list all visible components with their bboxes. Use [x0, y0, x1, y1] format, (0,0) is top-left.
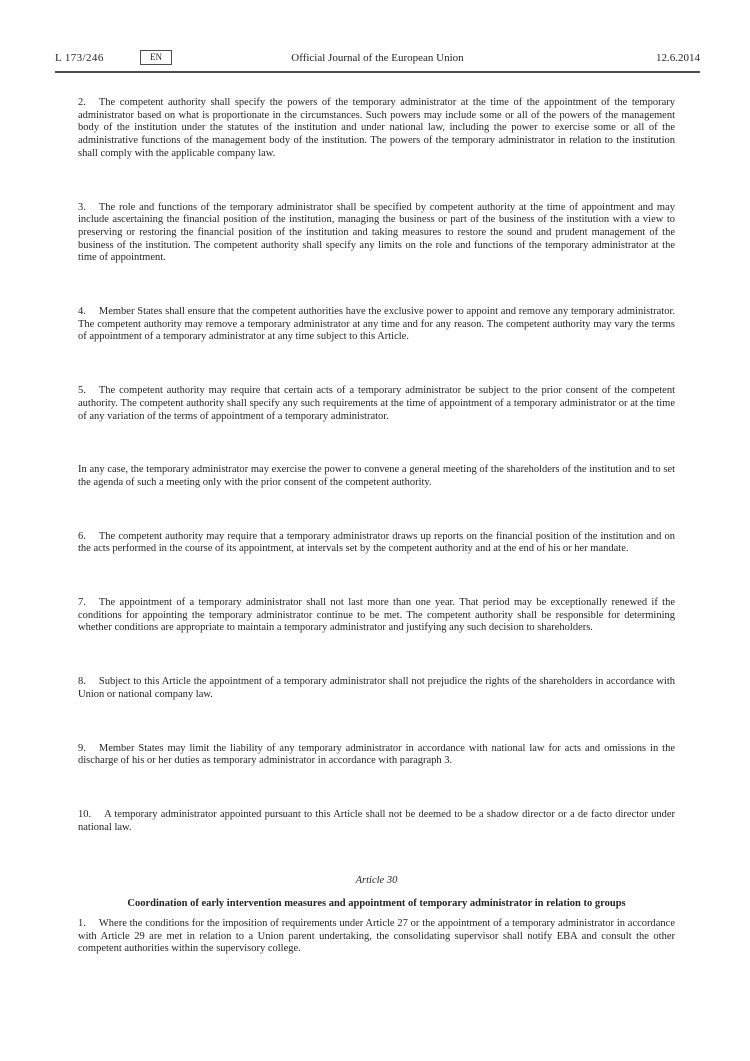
paragraph-text: The appointment of a temporary administrator shall not last more than one year. That period may be exceptionally renewed if the conditions for appointing the temporary administrator continue to be met. The competent authority shall be responsible for determining whether conditions are appropriate to maintain a temporary administrator and justifying any such decision to shareholders.: [78, 597, 675, 634]
paragraph-text: The competent authority may require that a temporary administrator draws up reports on the financial position of the institution and on the acts performed in the course of its appointment, at intervals set by the competent authority and at the end of his or her mandate.: [78, 530, 675, 555]
paragraph-unnumbered: [78, 464, 675, 489]
paragraph-text: Where the conditions for the imposition of requirements under Article 27 or the appointment of a temporary administrator in accordance with Article 29 are met in relation to a Union parent undertaking, the consolidating supervisor shall notify EBA and consult the other competent authorities within the supervisory college.: [78, 917, 675, 955]
page-header: [55, 50, 700, 68]
paragraph-number: 1.: [78, 917, 86, 929]
paragraph-text: The competent authority shall specify the powers of the temporary administrator at the time of the appointment of the temporary administrator based on what is proportionate in the circumstances. Such powers may include some or all of the powers of the management body of the institution under the statutes of the institution and under national law, including the power to exercise some or all of the administrative functions of the management body of the institution. The powers of the temporary administrator in relation to the institution shall comply with the applicable company law.: [78, 97, 675, 159]
paragraph-number: 4.: [78, 306, 86, 318]
paragraph-text: A temporary administrator appointed pursuant to this Article shall not be deemed to be a shadow director or a de facto director under national law.: [78, 808, 675, 833]
paragraph-5: [78, 385, 675, 423]
language-badge: EN: [140, 50, 172, 65]
header-rule: [55, 71, 700, 73]
issue-date: 12.6.2014: [656, 52, 700, 64]
article-30-label: Article 30: [355, 875, 398, 887]
paragraph-4: [78, 306, 675, 344]
page-reference: L 173/246: [55, 52, 104, 64]
paragraph-3: [78, 202, 675, 266]
paragraph-text: Subject to this Article the appointment of a temporary administrator shall not prejudice the rights of the shareholders in accordance with Union or national company law.: [78, 676, 675, 700]
article-30-paragraph-1: [78, 918, 675, 956]
paragraph-text: Member States shall ensure that the competent authorities have the exclusive power to appoint and remove any temporary administrator. The competent authority may remove a temporary administrator at any time and for any reason. The competent authority may vary the terms of appointment of a temporary administrator at any time subject to this Article.: [78, 306, 675, 343]
paragraph-number: 9.: [78, 742, 86, 754]
paragraph-7: [78, 597, 675, 635]
paragraph-number: 3.: [78, 201, 86, 213]
paragraph-text: The competent authority may require that certain acts of a temporary administrator be subject to the prior consent of the competent authority. The competent authority shall specify any such requirements at the time of appointment of a temporary administrator or at the time of any variation of the terms of appointment of a temporary administrator.: [78, 385, 675, 422]
paragraph-text: In any case, the temporary administrator may exercise the power to convene a general meeting of the shareholders of the institution and to set the agenda of such a meeting only with the prior consent of the competent authority.: [78, 464, 675, 488]
paragraph-number: 5.: [78, 385, 86, 397]
paragraph-number: 10.: [78, 808, 92, 820]
paragraph-2: [78, 97, 675, 161]
paragraph-8: [78, 676, 675, 701]
paragraph-9: [78, 743, 675, 768]
article-30-title: Coordination of early intervention measures and appointment of temporary administrator in relation to groups: [127, 898, 626, 910]
paragraph-number: 7.: [78, 597, 86, 609]
paragraph-text: Member States may limit the liability of any temporary administrator in accordance with national law for acts and omissions in the discharge of his or her duties as temporary administrator in accordance with paragraph 3.: [78, 742, 675, 767]
article-30-body: [78, 918, 675, 956]
paragraph-number: 8.: [78, 676, 86, 688]
document-body: [78, 97, 675, 956]
paragraph-10: [78, 809, 675, 834]
paragraph-6: [78, 531, 675, 556]
paragraph-number: 2.: [78, 97, 86, 108]
paragraph-number: 6.: [78, 530, 86, 542]
journal-title: Official Journal of the European Union: [291, 52, 464, 64]
paragraph-text: The role and functions of the temporary administrator shall be specified by competent authority at the time of appointment and may include ascertaining the financial position of the institution, managing the business or part of the business of the institution with a view to preserving or restoring the financial position of the institution and taking measures to restore the sound and prudent management of the business of the institution. The competent authority shall specify any limits on the role and functions of the temporary administrator at the time of appointment.: [78, 201, 675, 264]
